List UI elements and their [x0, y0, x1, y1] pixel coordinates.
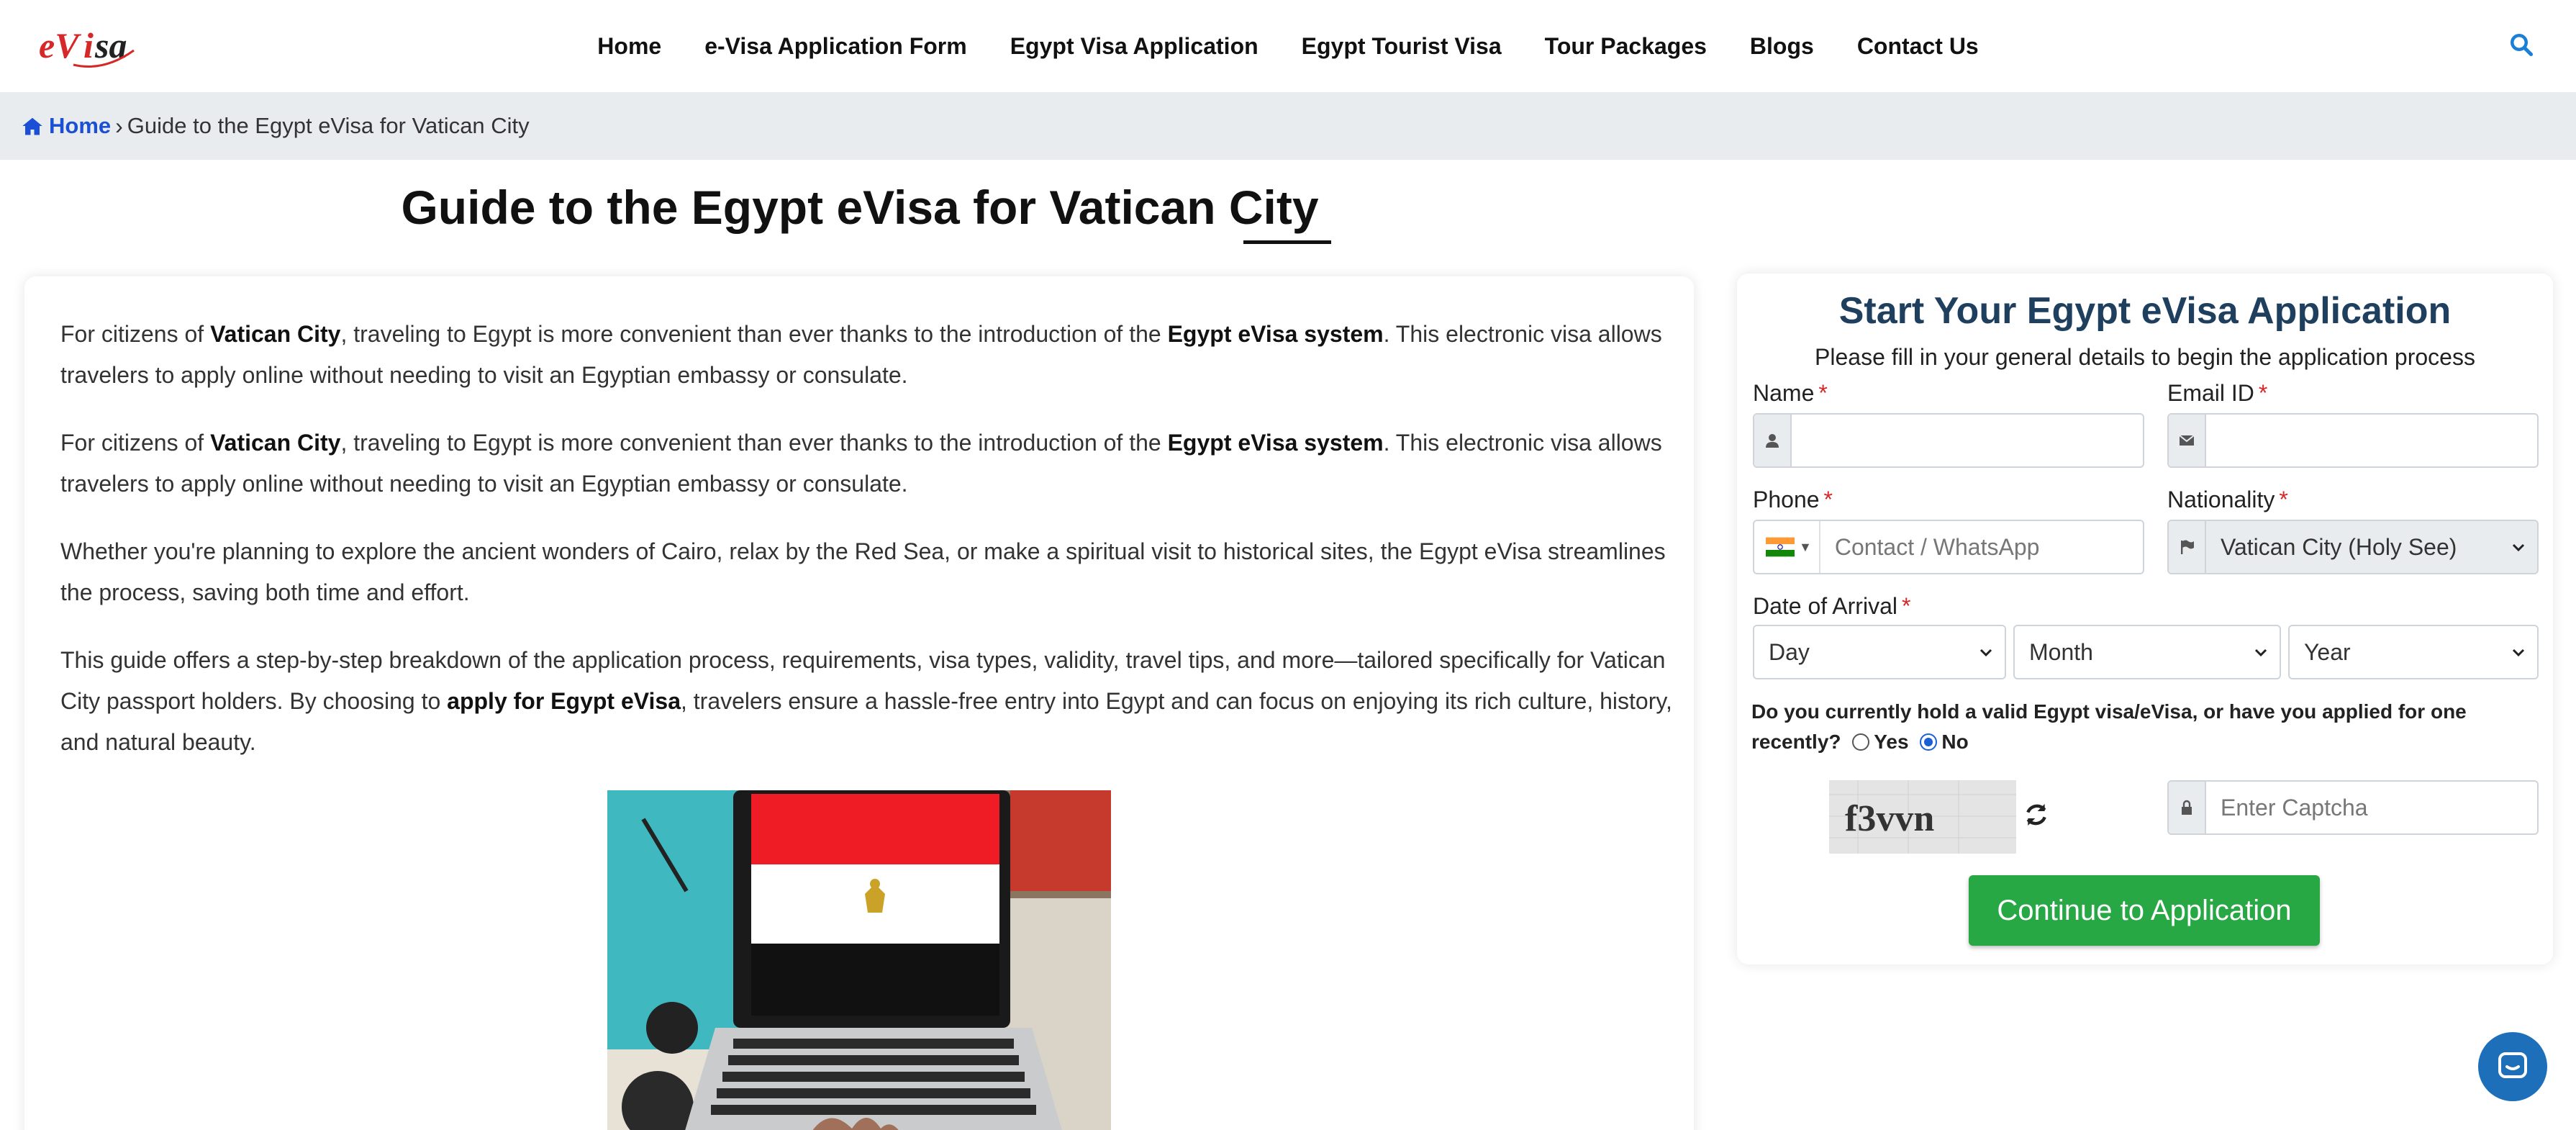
year-value: Year	[2304, 638, 2351, 665]
captcha-input[interactable]	[2167, 780, 2539, 835]
breadcrumb-home-link[interactable]	[22, 113, 111, 139]
name-label: Name *	[1753, 380, 1828, 406]
apply-egypt-evisa-link[interactable]: apply for Egypt eVisa	[447, 688, 681, 714]
arrival-year-select[interactable]	[2288, 625, 2539, 679]
breadcrumb-current: Guide to the Egypt eVisa for Vatican City	[127, 113, 530, 138]
phone-label: Phone *	[1753, 487, 1833, 512]
form-title: Start Your Egypt eVisa Application	[1838, 290, 2452, 332]
article-paragraph: For citizens of Vatican City, traveling to Egypt is more convenient than ever thanks to the introduction of the Egypt eVisa system. This electronic visa allows travelers to apply online without needing to visit an Egyptian embassy or consulate.	[60, 321, 1662, 388]
form-subtitle: Please fill in your general details to begin the application process	[1815, 344, 2475, 370]
svg-text:eV: eV	[39, 25, 79, 65]
refresh-captcha-button[interactable]	[2022, 800, 2051, 829]
nav-home[interactable]: Home	[597, 32, 662, 59]
nationality-value: Vatican City (Holy See)	[2221, 533, 2457, 560]
nav-egypt-tourist-visa[interactable]: Egypt Tourist Visa	[1301, 32, 1502, 59]
email-label: Email ID *	[2167, 380, 2268, 406]
main-nav	[0, 0, 2576, 92]
phone-input[interactable]	[1753, 520, 2144, 574]
email-input[interactable]	[2167, 413, 2539, 468]
flag-icon	[2169, 521, 2206, 573]
nav-evisa-application-form[interactable]: e-Visa Application Form	[704, 32, 967, 59]
radio-no-label[interactable]: No	[1941, 731, 1969, 753]
arrival-month-select[interactable]	[2013, 625, 2281, 679]
article-paragraph: For citizens of Vatican City, traveling to Egypt is more convenient than ever thanks to the introduction of the Egypt eVisa system. This electronic visa allows travelers to apply online without needing to visit an Egyptian embassy or consulate.	[60, 430, 1662, 497]
existing-visa-question: Do you currently hold a valid Egypt visa/eVisa, or have you applied for one recently? Yes No	[1751, 700, 2467, 753]
chat-icon	[2495, 1049, 2530, 1084]
nav-blogs[interactable]: Blogs	[1749, 32, 1814, 59]
svg-text:sa: sa	[95, 25, 127, 65]
home-icon	[22, 116, 43, 136]
month-value: Month	[2029, 638, 2093, 665]
lock-icon	[2169, 782, 2206, 833]
name-input[interactable]	[1753, 413, 2144, 468]
chevron-down-icon	[2510, 538, 2527, 556]
evisa-application-form	[1737, 274, 2553, 964]
chevron-down-icon	[1977, 643, 1995, 661]
article-body	[60, 314, 1679, 790]
nav-contact-us[interactable]: Contact Us	[1856, 32, 1979, 59]
captcha-text: f3vvn	[1845, 798, 1935, 839]
nav-egypt-visa-application[interactable]: Egypt Visa Application	[1010, 32, 1258, 59]
user-icon	[1754, 415, 1792, 466]
radio-no[interactable]	[1920, 733, 1937, 751]
arrival-day-select[interactable]	[1753, 625, 2006, 679]
phone-placeholder: Contact / WhatsApp	[1834, 533, 2040, 560]
egypt-flag-laptop-image	[607, 790, 1111, 1130]
nationality-select[interactable]	[2167, 520, 2539, 574]
radio-yes[interactable]	[1852, 733, 1869, 751]
chat-widget-button[interactable]	[2478, 1032, 2547, 1101]
search-icon	[2508, 32, 2534, 58]
breadcrumb	[0, 92, 2576, 160]
continue-to-application-button[interactable]: Continue to Application	[1969, 875, 2320, 946]
captcha-image	[1829, 780, 2016, 854]
page-title: Guide to the Egypt eVisa for Vatican City	[401, 181, 1319, 234]
site-header	[0, 0, 2576, 92]
breadcrumb-separator: ›	[115, 112, 123, 139]
nationality-label: Nationality *	[2167, 487, 2288, 512]
day-value: Day	[1769, 638, 1810, 665]
article-card	[24, 276, 1694, 1130]
breadcrumb-home-label: Home	[49, 113, 112, 138]
search-button[interactable]	[2508, 32, 2537, 60]
india-flag-icon[interactable]	[1766, 537, 1795, 557]
nav-tour-packages[interactable]: Tour Packages	[1544, 32, 1707, 59]
arrival-date-label: Date of Arrival *	[1753, 593, 1911, 619]
article-paragraph: Whether you're planning to explore the ancient wonders of Cairo, relax by the Red Sea, or make a spiritual visit to historical sites, the Egypt eVisa streamlines the process, saving both time and effort.	[60, 538, 1666, 605]
svg-text:i: i	[83, 25, 94, 65]
envelope-icon	[2169, 415, 2206, 466]
title-underline	[1243, 240, 1331, 244]
refresh-icon	[2022, 800, 2051, 829]
chevron-down-icon	[2252, 643, 2269, 661]
country-dropdown-caret-icon[interactable]: ▼	[1799, 539, 1812, 554]
radio-yes-label[interactable]: Yes	[1874, 731, 1909, 753]
chevron-down-icon	[2510, 643, 2527, 661]
article-paragraph: This guide offers a step-by-step breakdown of the application process, requirements, visa types, validity, travel tips, and more—tailored specifically for Vatican City passport holders. By choosing to apply for Egypt eVisa, travelers ensure a hassle-free entry into Egypt and can focus on enjoying its rich culture, history, and natural beauty.	[60, 647, 1672, 755]
captcha-placeholder: Enter Captcha	[2221, 794, 2368, 821]
